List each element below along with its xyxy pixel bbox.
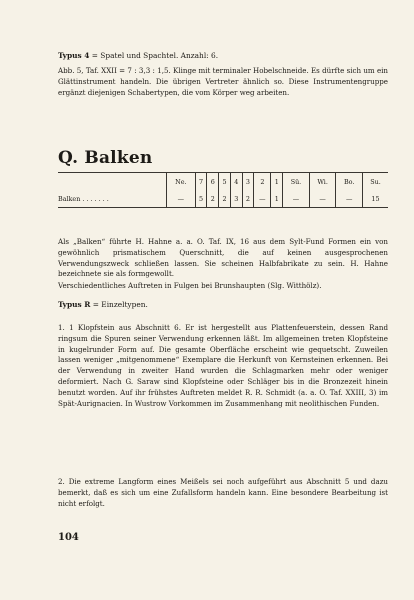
section-title: Q. Balken	[58, 148, 153, 168]
occurrence-paragraph: Verschiedentliches Auftreten in Fulgen bei Brunshaupten (Slg. Witthölz).	[58, 281, 322, 290]
table-header-cell: Bo.	[336, 173, 363, 191]
table-header-cell: 4	[230, 173, 242, 191]
table-header-cell: 5	[219, 173, 231, 191]
table-cell: —	[283, 190, 310, 208]
page-number: 104	[58, 532, 79, 543]
table-header-cell: 3	[242, 173, 254, 191]
table-cell: —	[254, 190, 271, 208]
meissel-paragraph: 2. Die extreme Langform eines Meißels sei noch aufgeführt aus Abschnitt 5 und dazu bemerkt, daß es sich um eine Zufallsform handeln kann. Eine besondere Bearbeitung ist nicht erfolgt.	[58, 477, 388, 508]
table-cell: —	[167, 190, 196, 208]
table-cell: 2	[219, 190, 231, 208]
table-cell: Balken . . . . . . .	[58, 190, 167, 208]
table-header-cell: 2	[254, 173, 271, 191]
table-cell: 1	[271, 190, 283, 208]
table-cell: 15	[362, 190, 388, 208]
balken-paragraph: Als „Balken“ führte H. Hahne a. a. O. Taf. IX, 16 aus dem Sylt-Fund Formen ein von gewöhnlich prismatischem Querschnitt, die auf keinen ausgesprochenen Verwendungszweck schließen lassen. Sie scheinen Halbfabrikate zu sein. H. Hahne bezeichnete sie als formgewollt.	[58, 237, 388, 279]
table-row	[58, 190, 388, 208]
klopfstein-paragraph: 1. 1 Klopfstein aus Abschnitt 6. Er ist hergestellt aus Plattenfeuerstein, dessen Rand ringsum die Spuren seiner Verwendung erkennen läßt. Im allgemeinen treten Klopfsteine in kugelrunder Form auf. Die gesamte Oberfläche erscheint wie gequetscht. Zuweilen lassen weniger „mitgenommene“ Exemplare die Herkunft von Kernsteinen erkennen. Bei der Verwendung in zweiter Hand wurden die Schlagmarken mehr oder weniger deformiert. Nach G. Saraw sind Klopfsteine oder Schläger bis in die Bronzezeit hinein benutzt worden. Auf ihr frühstes Auftreten meldet R. R. Schmidt (a. a. O. Taf. XXIII, 3) im Spät-Aurignacien. In Wustrow Vorkommen im Zusammenhang mit neolithischen Funden.	[58, 323, 388, 408]
typus-4-heading: Typus 4 = Spatel und Spachtel. Anzahl: 6.	[58, 51, 219, 60]
table-header-row	[58, 173, 388, 191]
table-header-cell: 6	[207, 173, 219, 191]
table-cell: 2	[207, 190, 219, 208]
typus-r-heading: Typus R = Einzeltypen.	[58, 300, 148, 309]
table-header-cell: 7	[195, 173, 207, 191]
table-header-cell	[58, 173, 167, 191]
table-cell: 3	[230, 190, 242, 208]
table-header-cell: 1	[271, 173, 283, 191]
occurrence-table	[58, 172, 388, 208]
table-cell: —	[309, 190, 336, 208]
table-cell: 5	[195, 190, 207, 208]
table-header-cell: Ne.	[167, 173, 196, 191]
table-header-cell: Wi.	[309, 173, 336, 191]
typus-4-paragraph: Abb. 5, Taf. XXII = 7 : 3,3 : 1,5. Klinge mit terminaler Hobelschneide. Es dürfte sich um ein Glättinstrument handeln. Die übrigen Vertreter ähnlich so. Diese Instrumentengruppe ergänzt diejenigen Schabertypen, die vom Körper weg arbeiten.	[58, 66, 388, 97]
table-header-cell: Sü.	[283, 173, 310, 191]
table-header-cell: Su.	[362, 173, 388, 191]
table-cell: —	[336, 190, 363, 208]
table-cell: 2	[242, 190, 254, 208]
